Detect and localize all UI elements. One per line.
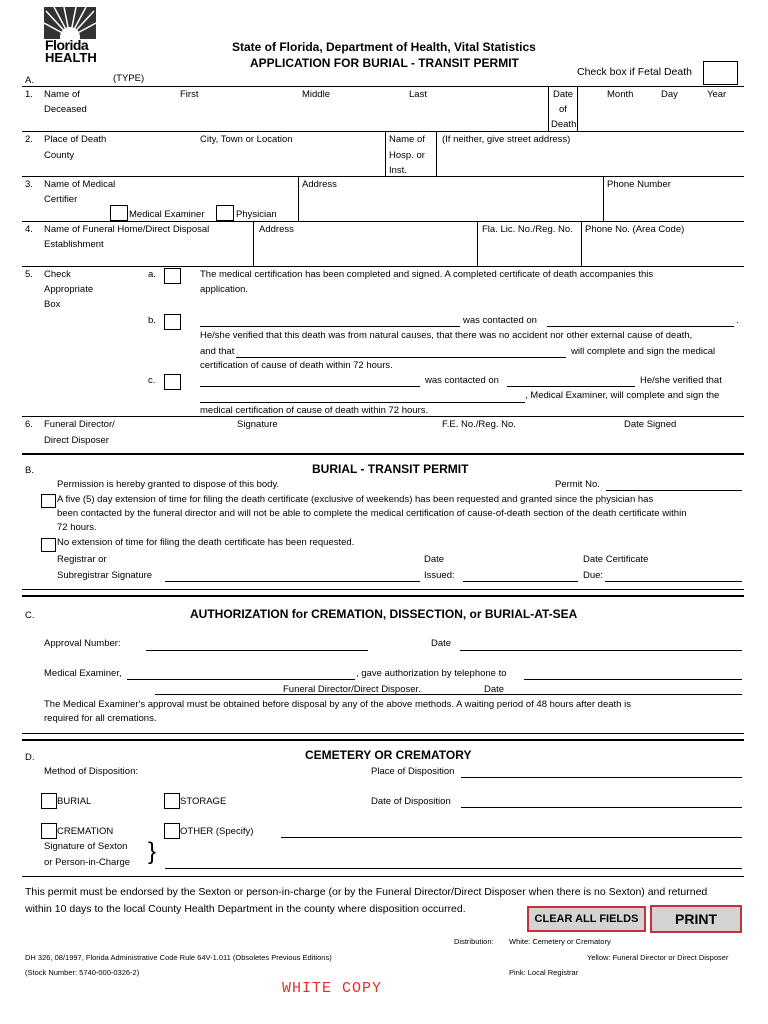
permit-number-label: Permit No. [555, 479, 600, 490]
option-b-period: . [736, 315, 739, 326]
option-a-letter: a. [148, 269, 156, 280]
first-name-label: First [180, 89, 199, 100]
fd-date-label: Date [484, 684, 505, 695]
middle-name-label: Middle [302, 89, 330, 100]
method-of-disposition-label: Method of Disposition: [44, 766, 138, 777]
section-d-letter: D. [25, 752, 35, 763]
option-c-text-3: medical certification of cause of death within 72 hours. [200, 405, 429, 416]
funeral-director-label-1: Funeral Director/ [44, 419, 115, 430]
deceased-label-2: Deceased [44, 104, 87, 115]
medical-examiner-c-line[interactable] [127, 679, 355, 680]
logo-text-health: HEALTH [45, 50, 97, 65]
row4-num: 4. [25, 224, 33, 235]
option-b-will-complete: will complete and sign the medical [571, 346, 716, 357]
row5-num: 5. [25, 269, 33, 280]
endorse-note-2: within 10 days to the local County Health Department in the county where disposition occurred. [25, 903, 466, 915]
extension-text-1: A five (5) day extension of time for filing the death certificate (exclusive of weekends) has been requested and granted since the physician has [57, 494, 654, 505]
physician-label: Physician [236, 209, 277, 220]
city-label: City, Town or Location [200, 134, 293, 145]
date-issued-line[interactable] [463, 581, 578, 582]
option-c-me-text: , Medical Examiner, will complete and sign the [525, 390, 720, 401]
hospital-label-1: Name of [389, 134, 425, 145]
last-name-label: Last [409, 89, 427, 100]
option-b-contacted-label: was contacted on [463, 315, 537, 326]
fetal-death-label: Check box if Fetal Death [577, 66, 692, 78]
deceased-label-1: Name of [44, 89, 80, 100]
day-label: Day [661, 89, 678, 100]
approval-number-line[interactable] [146, 650, 368, 651]
storage-checkbox[interactable] [164, 793, 180, 809]
page-subtitle: APPLICATION FOR BURIAL - TRANSIT PERMIT [250, 56, 519, 70]
section-b-letter: B. [25, 465, 34, 476]
brace-icon: } [148, 838, 157, 865]
burial-label: BURIAL [57, 796, 92, 807]
option-c-letter: c. [148, 375, 156, 386]
form-number: DH 326, 08/1997, Florida Administrative Code Rule 64V-1.011 (Obsoletes Previous Editions) [25, 953, 332, 962]
license-label: Fla. Lic. No./Reg. No. [482, 224, 573, 235]
date-of-disposition-line[interactable] [461, 807, 742, 808]
approval-note-2: required for all cremations. [44, 713, 157, 724]
hospital-label-3: Inst. [389, 165, 407, 176]
page-title: State of Florida, Department of Health, Vital Statistics [232, 40, 536, 54]
date-of-death-label-2: of [559, 104, 567, 115]
funeral-home-label-2: Establishment [44, 239, 104, 250]
cremation-label: CREMATION [57, 826, 114, 837]
section-c-letter: C. [25, 610, 35, 621]
fe-number-label: F.E. No./Reg. No. [442, 419, 516, 430]
option-c-verified-label: He/she verified that [640, 375, 722, 386]
registrar-label-1: Registrar or [57, 554, 107, 565]
sexton-signature-label-2: or Person-in-Charge [44, 857, 131, 868]
extension-text-2: been contacted by the funeral director and will not be able to complete the medical certification of cause-of-death section of the death certificate within [57, 508, 687, 519]
sexton-signature-label-1: Signature of Sexton [44, 841, 128, 852]
medical-certifier-label-1: Name of Medical [44, 179, 116, 190]
option-b-text-1: He/she verified that this death was from natural causes, that there was no accident nor other external cause of death, [200, 330, 693, 341]
row6-num: 6. [25, 419, 33, 430]
street-address-note: (If neither, give street address) [442, 134, 571, 145]
permit-number-line[interactable] [606, 490, 742, 491]
funeral-phone-label: Phone No. (Area Code) [585, 224, 685, 235]
hospital-label-2: Hosp. or [389, 150, 425, 161]
florida-health-logo [44, 7, 96, 65]
place-of-disposition-line[interactable] [461, 777, 742, 778]
other-label: OTHER (Specify) [180, 826, 254, 837]
date-signed-label: Date Signed [624, 419, 677, 430]
clear-all-fields-button[interactable] [527, 906, 646, 932]
option-a-checkbox[interactable] [164, 268, 181, 284]
funeral-director-c-line[interactable] [155, 694, 742, 695]
place-of-disposition-label: Place of Disposition [371, 766, 455, 777]
date-due-label-2: Due: [583, 570, 604, 581]
endorse-note-1: This permit must be endorsed by the Sexton or person-in-charge (or by the Funeral Director/Direct Disposer when there is no Sexton) and returned [25, 886, 708, 898]
cremation-checkbox[interactable] [41, 823, 57, 839]
approval-note-1: The Medical Examiner's approval must be obtained before disposal by any of the above methods. A waiting period of 48 hours after death is [44, 699, 631, 710]
date-issued-label-2: Issued: [424, 570, 455, 581]
option-b-name-line[interactable] [200, 326, 460, 327]
permission-text: Permission is hereby granted to dispose of this body. [57, 479, 280, 490]
medical-examiner-checkbox[interactable] [110, 205, 128, 221]
sexton-signature-line[interactable] [165, 868, 742, 869]
month-label: Month [607, 89, 634, 100]
extension-text-3: 72 hours. [57, 522, 97, 533]
date-due-line[interactable] [605, 581, 742, 582]
white-copy-label: WHITE COPY [282, 980, 383, 997]
telephone-to-line[interactable] [524, 679, 742, 680]
no-extension-checkbox[interactable] [41, 538, 56, 552]
pink-copy-recipient: Pink: Local Registrar [509, 968, 579, 977]
option-c-examiner-line[interactable] [200, 402, 525, 403]
date-of-death-label-1: Date [553, 89, 574, 100]
registrar-signature-line[interactable] [165, 581, 420, 582]
medical-examiner-label: Medical Examiner [129, 209, 205, 220]
no-extension-text: No extension of time for filing the death certificate has been requested. [57, 537, 355, 548]
stock-number: (Stock Number: 5740-000-0326-2) [25, 968, 140, 977]
section-c-title: AUTHORIZATION for CREMATION, DISSECTION, or BURIAL-AT-SEA [190, 607, 578, 621]
approval-date-label: Date [431, 638, 452, 649]
option-c-checkbox[interactable] [164, 374, 181, 390]
medical-certifier-label-2: Certifier [44, 194, 78, 205]
option-b-checkbox[interactable] [164, 314, 181, 330]
option-c-contacted-label: was contacted on [425, 375, 499, 386]
place-of-death-label: Place of Death [44, 134, 107, 145]
year-label: Year [707, 89, 727, 100]
option-c-date-line[interactable] [507, 386, 635, 387]
check-box-label-2: Appropriate [44, 284, 94, 295]
section-a-letter: A. [25, 75, 34, 86]
option-b-date-line[interactable] [547, 326, 734, 327]
registrar-label-2: Subregistrar Signature [57, 570, 153, 581]
option-c-name-line[interactable] [200, 386, 420, 387]
row3-num: 3. [25, 179, 33, 190]
funeral-address-label: Address [259, 224, 294, 235]
white-copy-recipient: White: Cemetery or Crematory [509, 937, 611, 946]
certifier-address-label: Address [302, 179, 337, 190]
print-label: PRINT [675, 911, 717, 927]
row1-num: 1. [25, 89, 33, 100]
check-box-label-3: Box [44, 299, 61, 310]
type-label: (TYPE) [113, 73, 145, 84]
distribution-label: Distribution: [454, 937, 494, 946]
funeral-home-label-1: Name of Funeral Home/Direct Disposal [44, 224, 210, 235]
funeral-director-c-label: Funeral Director/Direct Disposer. [283, 684, 421, 695]
yellow-copy-recipient: Yellow: Funeral Director or Direct Disposer [587, 953, 729, 962]
other-checkbox[interactable] [164, 823, 180, 839]
burial-checkbox[interactable] [41, 793, 57, 809]
option-b-letter: b. [148, 315, 156, 326]
date-of-disposition-label: Date of Disposition [371, 796, 451, 807]
fd-signature-label: Signature [237, 419, 278, 430]
print-button[interactable] [650, 905, 742, 933]
date-of-death-label-3: Death [551, 119, 577, 130]
medical-examiner-c-label: Medical Examiner, [44, 668, 122, 679]
funeral-director-label-2: Direct Disposer [44, 435, 109, 446]
logo-text-florida: Florida [45, 37, 89, 53]
option-a-text-1: The medical certification has been completed and signed. A completed certificate of death accompanies this [200, 269, 654, 280]
clear-all-fields-label: CLEAR ALL FIELDS [534, 913, 639, 925]
option-a-text-2: application. [200, 284, 249, 295]
date-due-label-1: Date Certificate [583, 554, 649, 565]
physician-checkbox[interactable] [216, 205, 234, 221]
certifier-phone-label: Phone Number [607, 179, 671, 190]
row2-num: 2. [25, 134, 33, 145]
check-box-label-1: Check [44, 269, 71, 280]
logo-sunburst-icon [44, 7, 96, 39]
fetal-death-checkbox[interactable] [703, 61, 738, 85]
section-b-title: BURIAL - TRANSIT PERMIT [312, 462, 469, 476]
section-d-title: CEMETERY OR CREMATORY [305, 748, 472, 762]
date-issued-label-1: Date [424, 554, 445, 565]
gave-authorization-text: , gave authorization by telephone to [356, 668, 507, 679]
extension-checkbox[interactable] [41, 494, 56, 508]
option-b-text-3: certification of cause of death within 72 hours. [200, 360, 393, 371]
approval-date-line[interactable] [460, 650, 742, 651]
county-label: County [44, 150, 75, 161]
other-specify-line[interactable] [281, 837, 742, 838]
option-b-and-that: and that [200, 346, 235, 357]
option-b-physician-line[interactable] [236, 357, 566, 358]
approval-number-label: Approval Number: [44, 638, 121, 649]
storage-label: STORAGE [180, 796, 227, 807]
